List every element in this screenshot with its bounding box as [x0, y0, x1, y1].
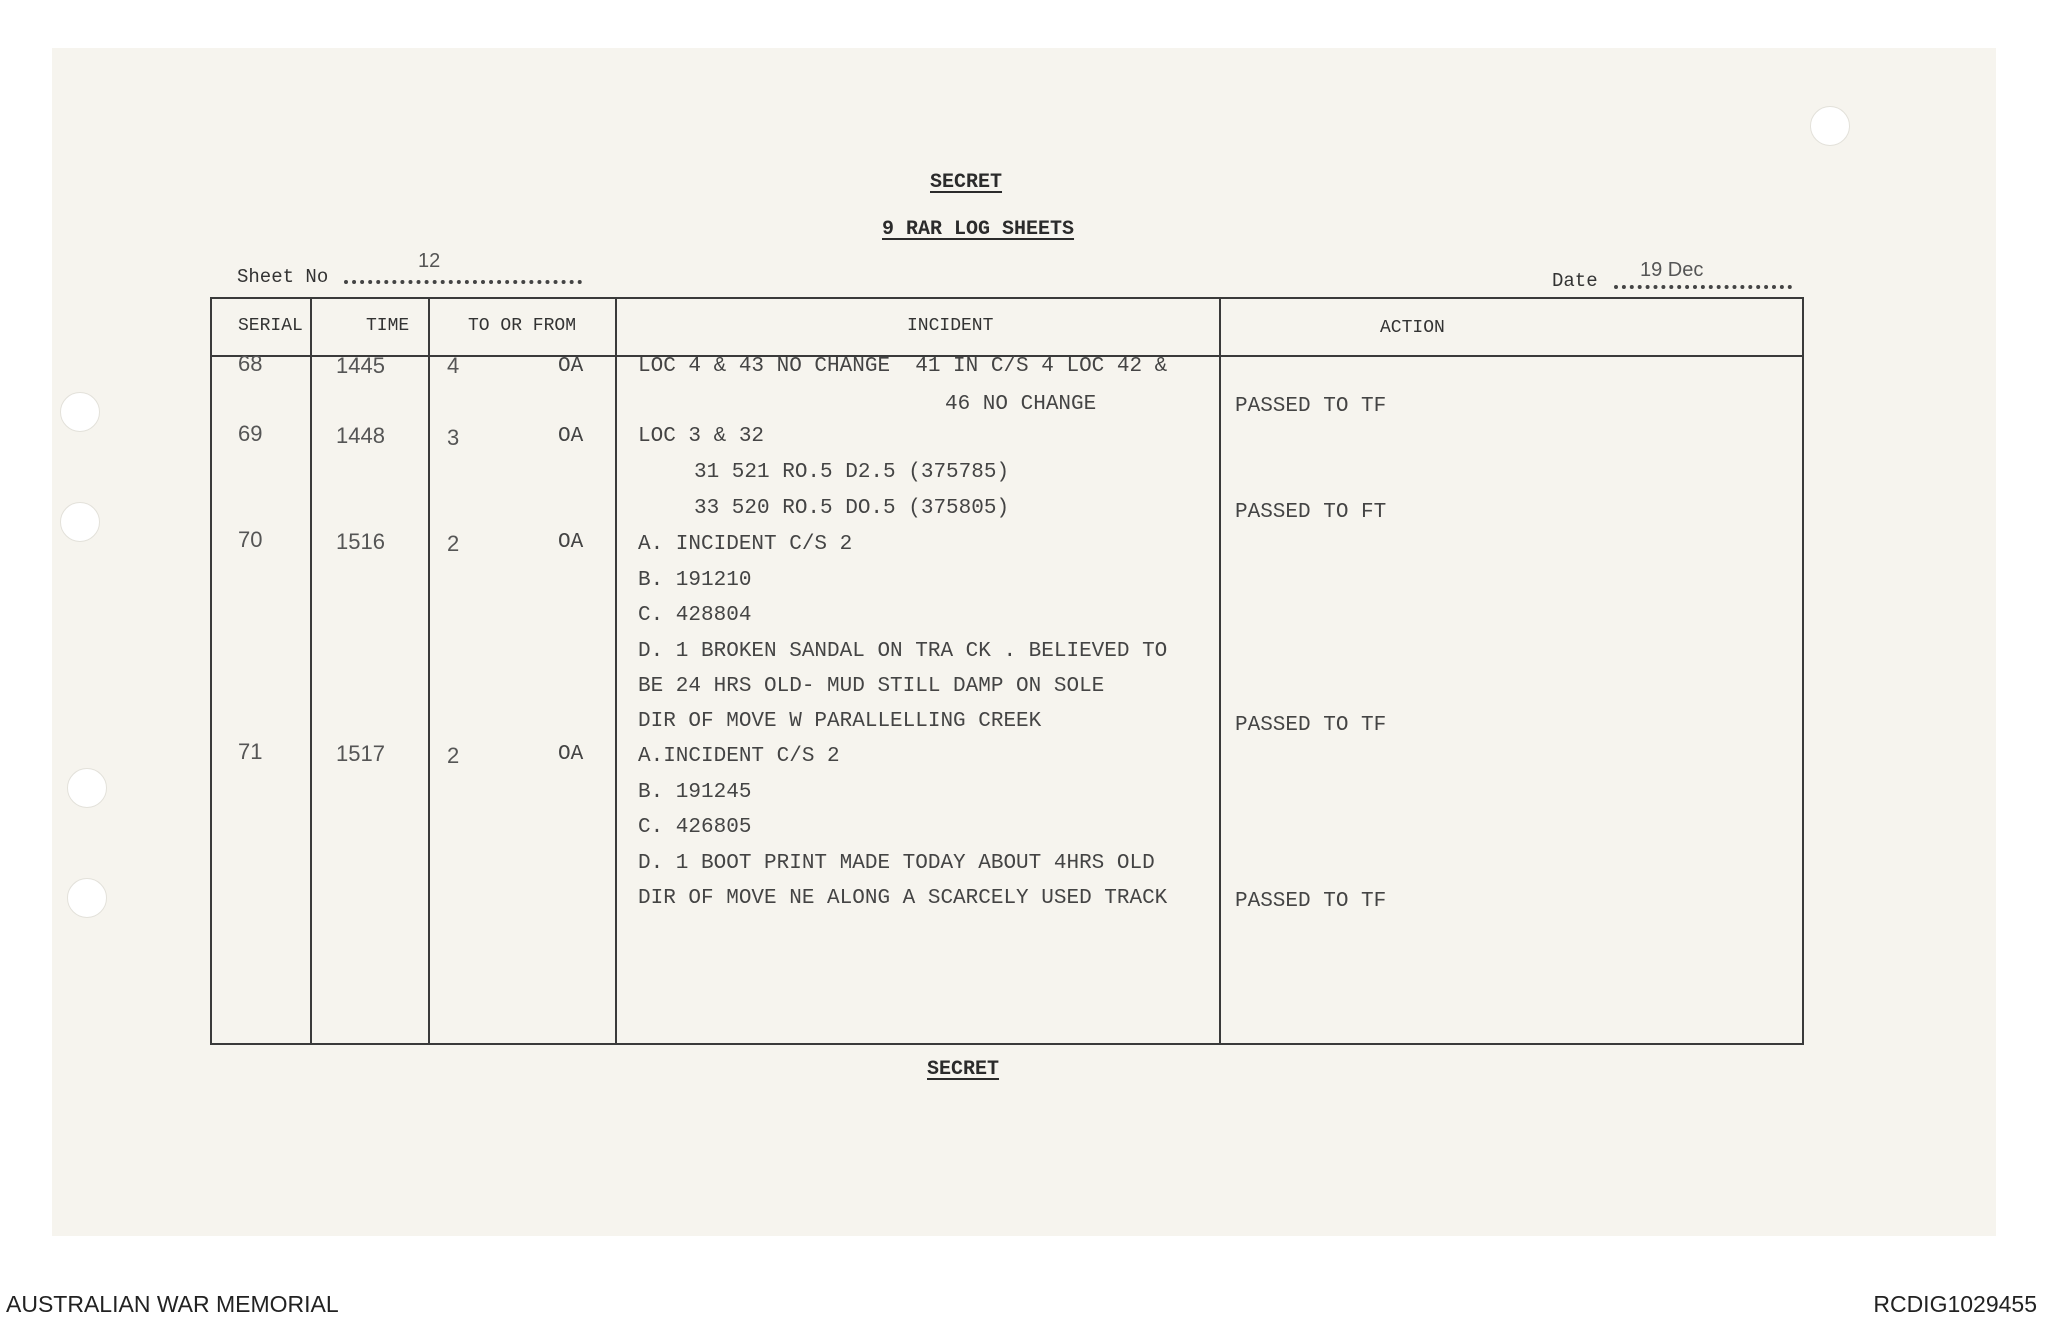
action-cell: PASSED TO TF — [1235, 714, 1387, 737]
sheet-number: 12 — [418, 250, 441, 272]
incident-line: DIR OF MOVE NE ALONG A SCARCELY USED TRACK — [638, 887, 1168, 910]
time-cell: 1517 — [336, 741, 385, 766]
footer-record-id: RCDIG1029455 — [1873, 1291, 2037, 1317]
col-divider-1 — [310, 299, 312, 1043]
from-cell: OA — [558, 531, 584, 554]
incident-line: 31 521 RO.5 D2.5 (375785) — [694, 461, 1010, 484]
col-divider-3 — [615, 299, 617, 1043]
incident-line: D. 1 BOOT PRINT MADE TODAY ABOUT 4HRS OLD — [638, 852, 1155, 875]
sheet-label: Sheet No — [237, 266, 329, 288]
action-cell: PASSED TO FT — [1235, 501, 1387, 524]
incident-line: BE 24 HRS OLD- MUD STILL DAMP ON SOLE — [638, 675, 1105, 698]
from-cell: OA — [558, 425, 584, 448]
action-cell: PASSED TO TF — [1235, 890, 1387, 913]
serial-cell: 70 — [238, 527, 263, 552]
serial-cell: 69 — [238, 421, 263, 446]
incident-line: 46 NO CHANGE — [945, 393, 1097, 416]
document-title: 9 RAR LOG SHEETS — [882, 218, 1075, 241]
log-table — [210, 297, 1804, 1045]
action-cell: PASSED TO TF — [1235, 395, 1387, 418]
incident-line: 33 520 RO.5 DO.5 (375805) — [694, 497, 1010, 520]
to-cell: 2 — [447, 743, 460, 768]
incident-line: C. 426805 — [638, 816, 752, 839]
incident-line: B. 191210 — [638, 569, 752, 592]
incident-line: DIR OF MOVE W PARALLELLING CREEK — [638, 710, 1042, 733]
from-cell: OA — [558, 355, 584, 378]
serial-cell: 68 — [238, 351, 263, 376]
serial-cell: 71 — [238, 739, 263, 764]
incident-line: D. 1 BROKEN SANDAL ON TRA CK . BELIEVED TO — [638, 640, 1168, 663]
punch-hole-left-1 — [60, 392, 100, 432]
time-cell: 1445 — [336, 353, 385, 378]
col-divider-4 — [1219, 299, 1221, 1043]
date-label: Date — [1552, 270, 1598, 292]
incident-line: A. INCIDENT C/S 2 — [638, 533, 853, 556]
footer-source: AUSTRALIAN WAR MEMORIAL — [6, 1291, 339, 1317]
incident-line: A.INCIDENT C/S 2 — [638, 745, 840, 768]
col-divider-2 — [428, 299, 430, 1043]
to-cell: 3 — [447, 425, 460, 450]
col-header-serial: SERIAL — [238, 316, 303, 336]
to-cell: 2 — [447, 531, 460, 556]
col-header-action: ACTION — [1380, 318, 1445, 338]
col-header-incident: INCIDENT — [907, 316, 994, 336]
classification-top: SECRET — [930, 171, 1003, 194]
incident-line: LOC 3 & 32 — [638, 425, 765, 448]
incident-line: C. 428804 — [638, 604, 752, 627]
punch-hole-left-2 — [60, 502, 100, 542]
from-cell: OA — [558, 743, 584, 766]
incident-line: LOC 4 & 43 NO CHANGE 41 IN C/S 4 LOC 42 & — [638, 355, 1168, 378]
sheet-dotted-line — [344, 280, 582, 284]
time-cell: 1448 — [336, 423, 385, 448]
to-cell: 4 — [447, 353, 460, 378]
incident-line: B. 191245 — [638, 781, 752, 804]
punch-hole-left-4 — [67, 878, 107, 918]
punch-hole-top-right — [1810, 106, 1850, 146]
col-header-time: TIME — [366, 316, 410, 336]
date-value: 19 Dec — [1640, 259, 1704, 281]
punch-hole-left-3 — [67, 768, 107, 808]
date-dotted-line — [1614, 285, 1792, 289]
time-cell: 1516 — [336, 529, 385, 554]
classification-bottom: SECRET — [927, 1058, 1000, 1081]
col-header-to-from: TO OR FROM — [468, 316, 577, 336]
